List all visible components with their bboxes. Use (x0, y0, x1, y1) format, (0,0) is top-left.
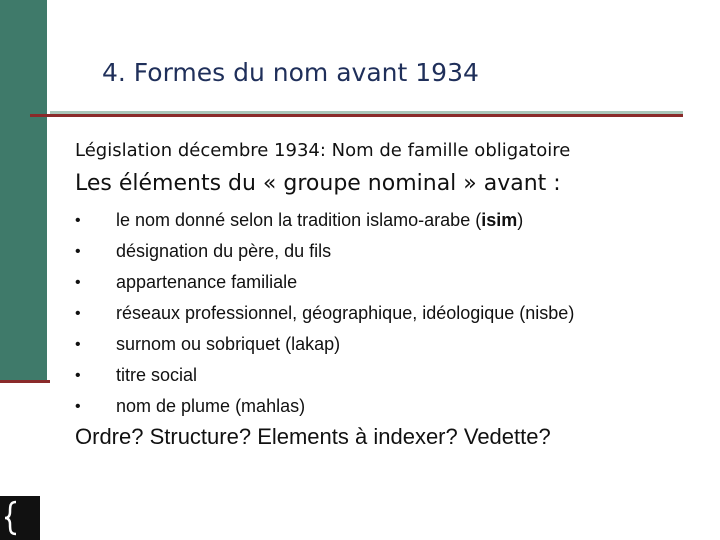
bullet-text: le nom donné selon la tradition islamo-arabe (isim) (116, 210, 524, 230)
left-accent-bar (0, 0, 47, 382)
bullet-item (75, 391, 574, 422)
bullet-item (75, 267, 574, 298)
bullet-marker: • (75, 335, 81, 353)
bullet-text: désignation du père, du fils (116, 241, 332, 261)
brace-logo-icon (0, 496, 40, 540)
bullet-item (75, 298, 574, 329)
bullet-list (75, 205, 574, 422)
slide-title: 4. Formes du nom avant 1934 (102, 58, 479, 87)
left-accent-bar-edge (0, 380, 50, 383)
bullet-item (75, 236, 574, 267)
bullet-marker: • (75, 397, 81, 415)
bullet-marker: • (75, 242, 81, 260)
title-rule-red (30, 114, 683, 117)
section-heading: Les éléments du « groupe nominal » avant : (75, 171, 561, 196)
closing-question: Ordre? Structure? Elements à indexer? Vedette? (75, 424, 551, 449)
bullet-marker: • (75, 366, 81, 384)
bullet-text: nom de plume (mahlas) (116, 396, 306, 416)
bullet-text: réseaux professionnel, géographique, idéologique (nisbe) (116, 303, 575, 323)
bullet-item (75, 205, 574, 236)
bullet-text: titre social (116, 365, 198, 385)
bullet-marker: • (75, 304, 81, 322)
bullet-item (75, 360, 574, 391)
bullet-emphasis: isim (481, 210, 518, 230)
bullet-marker: • (75, 211, 81, 229)
bullet-marker: • (75, 273, 81, 291)
bullet-text: surnom ou sobriquet (lakap) (116, 334, 341, 354)
subtitle: Législation décembre 1934: Nom de famille obligatoire (75, 140, 571, 161)
bullet-item (75, 329, 574, 360)
bullet-text: appartenance familiale (116, 272, 298, 292)
